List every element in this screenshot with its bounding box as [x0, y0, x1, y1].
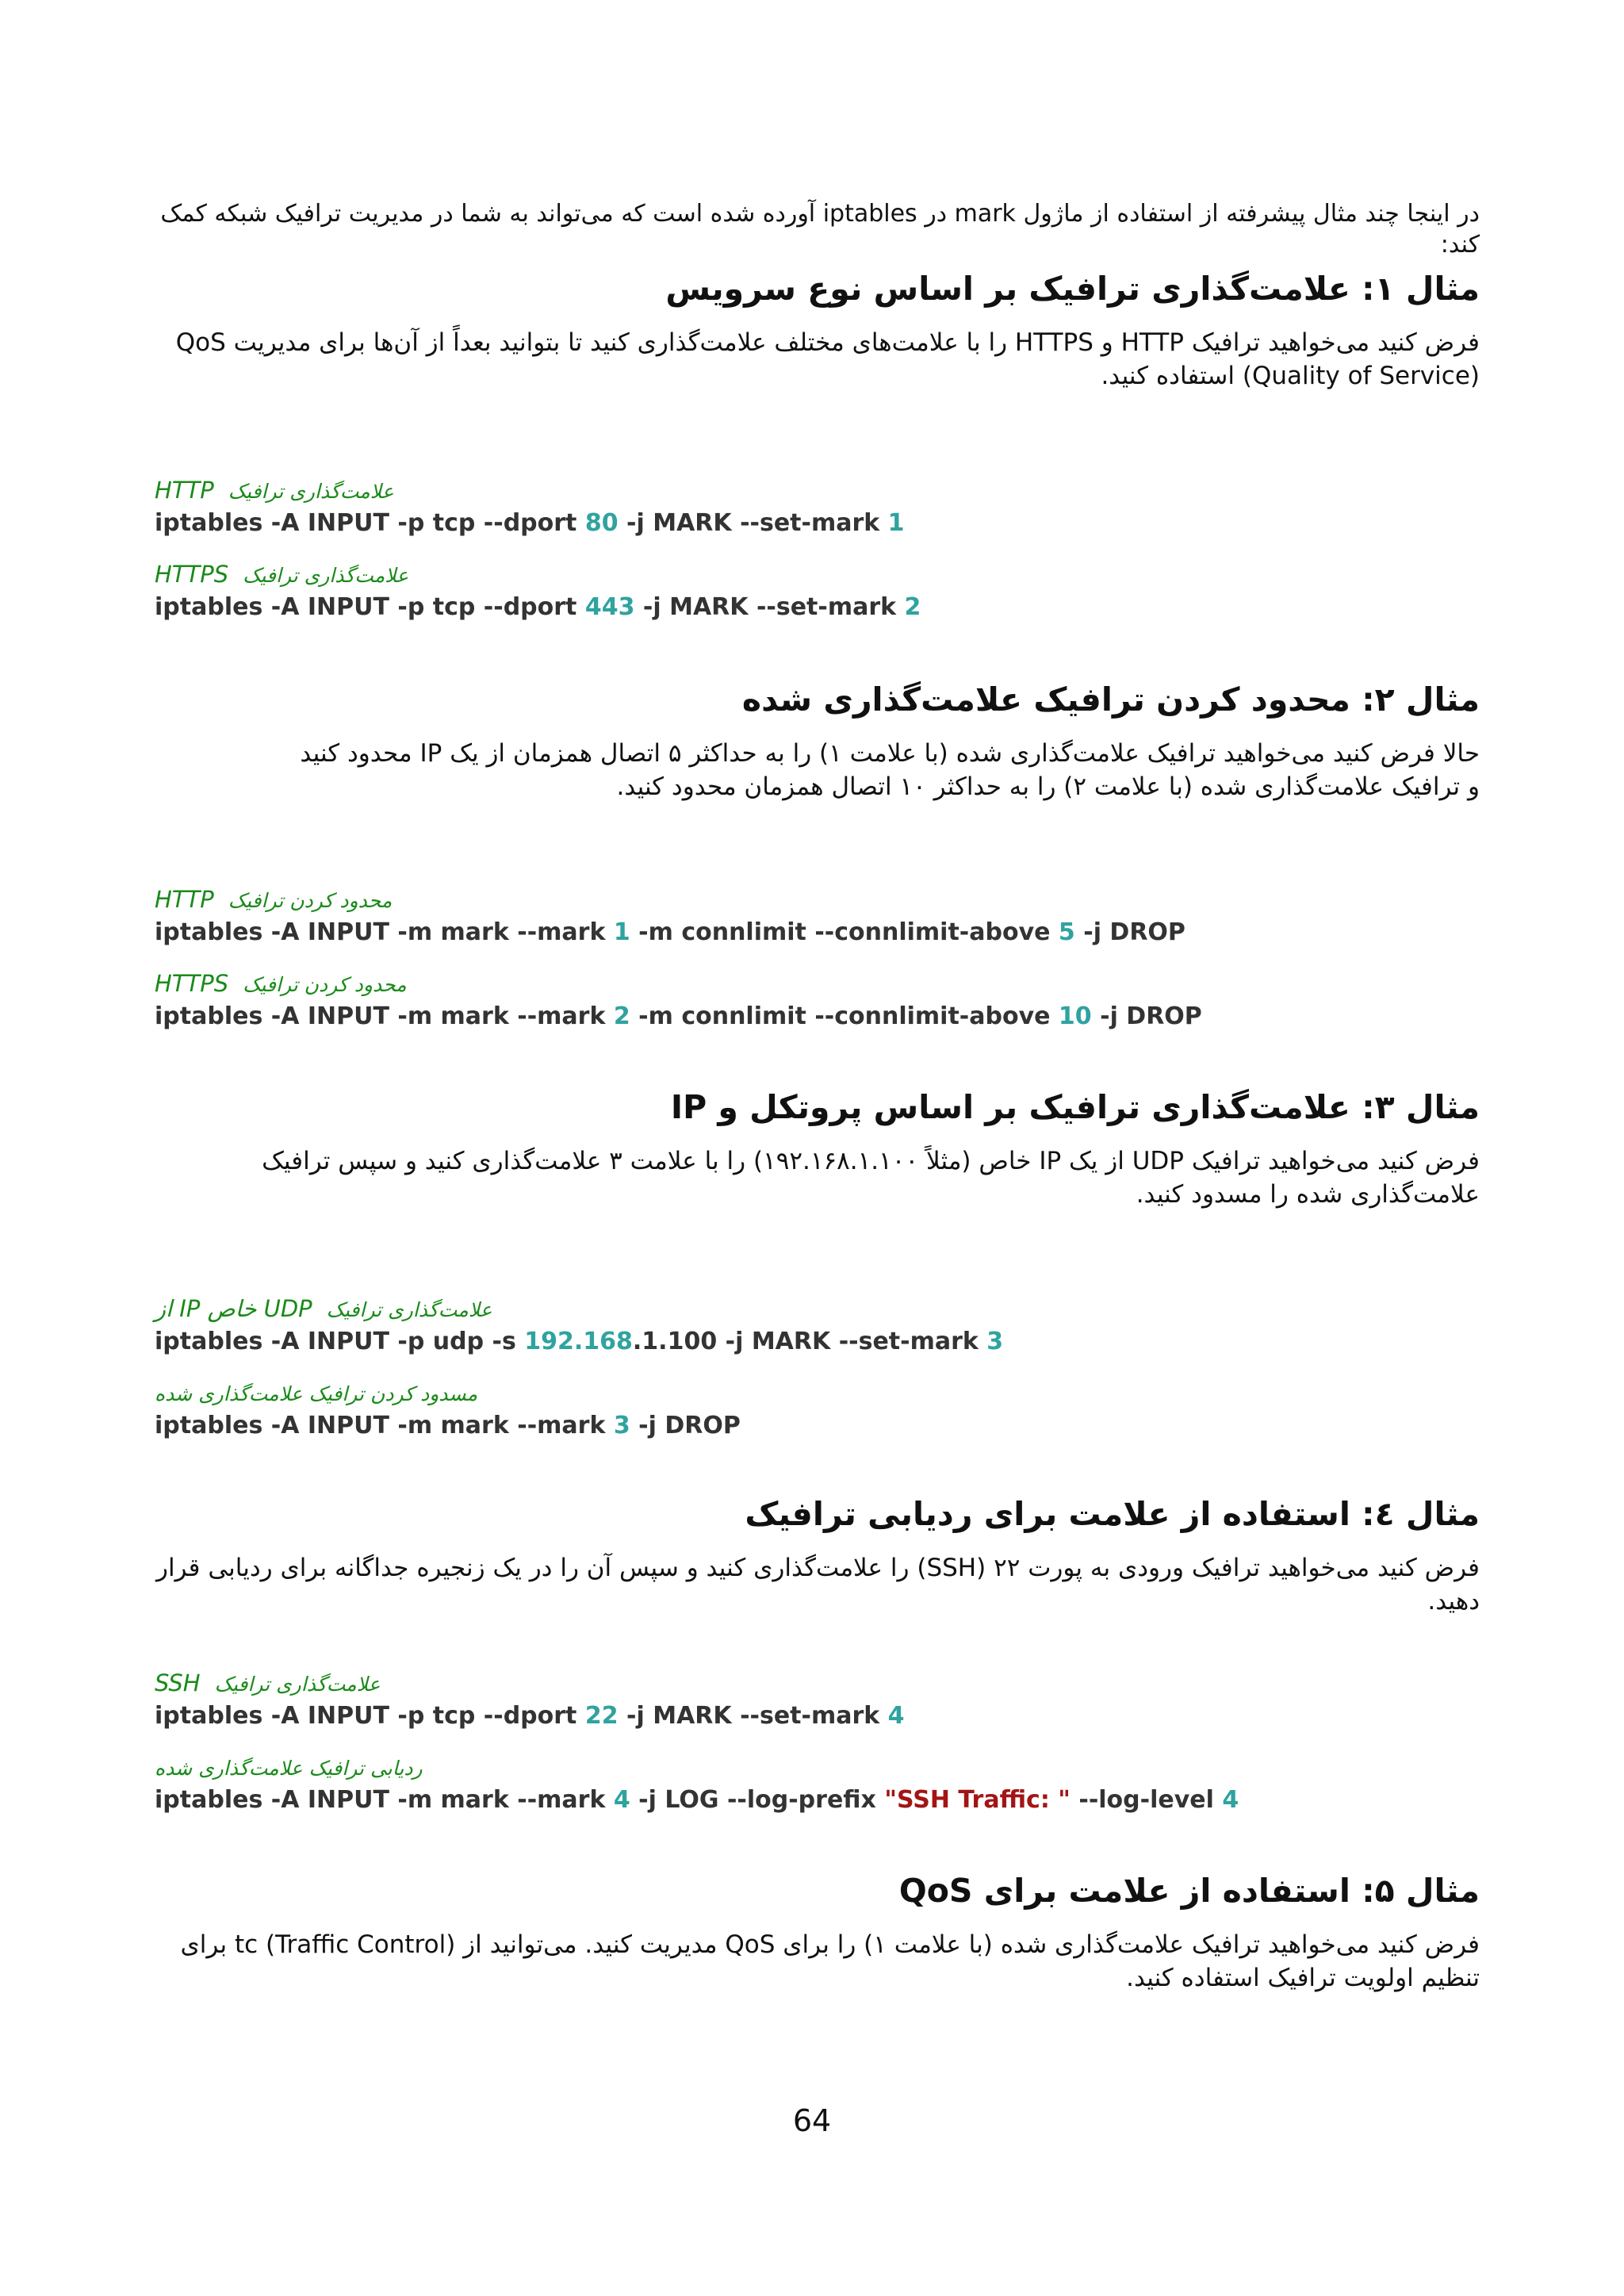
example-2-code	[155, 884, 1487, 1052]
comment-keyword: HTTPS	[155, 970, 229, 997]
example-4-description: فرض کنید می‌خواهید ترافیک ورودی به پورت ۲۲ (SSH) را علامت‌گذاری کنید و سپس آن را در یک زنجیره جداگانه برای ردیابی قرار دهید.	[155, 1554, 1480, 1616]
example-1-code	[155, 474, 1487, 642]
comment-keyword: UDP	[263, 1295, 312, 1322]
cmd-number: 3	[986, 1328, 1004, 1355]
cmd-ip-part: 192.168	[524, 1328, 633, 1355]
code-line	[155, 1409, 1487, 1443]
cmd-text: iptables -A INPUT -p udp -s	[155, 1328, 525, 1355]
comment-text: علامت‌گذاری ترافیک	[228, 480, 394, 503]
code-comment	[155, 884, 1487, 915]
cmd-text: --log-level	[1070, 1786, 1223, 1814]
cmd-text: iptables -A INPUT -p tcp --dport	[155, 1702, 585, 1730]
cmd-text: -m connlimit --connlimit-above	[630, 918, 1059, 946]
example-2-heading: مثال ۲: محدود کردن ترافیک علامت‌گذاری شده	[741, 680, 1480, 719]
cmd-text: iptables -A INPUT -m mark --mark	[155, 918, 614, 946]
cmd-text: -j MARK --set-mark	[634, 593, 905, 621]
comment-tail: از IP خاص	[155, 1295, 257, 1322]
example-4-heading: مثال ٤: استفاده از علامت برای ردیابی ترافیک	[745, 1495, 1480, 1533]
cmd-text: -j LOG --log-prefix	[630, 1786, 885, 1814]
page-number: 64	[792, 2103, 832, 2138]
cmd-number: 4	[613, 1786, 630, 1814]
comment-text: محدود کردن ترافیک	[243, 973, 407, 996]
intro-paragraph: در اینجا چند مثال پیشرفته از استفاده از ماژول mark در iptables آورده شده است که می‌تواند به شما در مدیریت ترافیک شبکه کمک کند:	[160, 200, 1480, 259]
cmd-number: 1	[613, 918, 630, 946]
cmd-number: 3	[613, 1412, 630, 1439]
code-comment	[155, 1751, 1487, 1783]
cmd-number: 1	[887, 509, 905, 537]
code-line	[155, 1699, 1487, 1734]
comment-text: ردیابی ترافیک علامت‌گذاری شده	[155, 1757, 423, 1780]
code-line	[155, 915, 1487, 950]
code-comment	[155, 558, 1487, 590]
example-3-code	[155, 1293, 1487, 1461]
cmd-text: -j DROP	[1074, 918, 1185, 946]
comment-keyword: HTTP	[155, 886, 214, 913]
example-3-heading: مثال ۳: علامت‌گذاری ترافیک بر اساس پروتکل و IP	[670, 1088, 1480, 1126]
comment-text: علامت‌گذاری ترافیک	[326, 1298, 492, 1321]
cmd-number: 10	[1058, 1002, 1092, 1030]
cmd-number: 80	[584, 509, 619, 537]
code-line	[155, 506, 1487, 541]
cmd-ip-part: .1.100	[632, 1328, 718, 1355]
code-line	[155, 1324, 1487, 1359]
example-1-description: فرض کنید می‌خواهید ترافیک HTTP و HTTPS را با علامت‌های مختلف علامت‌گذاری کنید تا بتوانید بعداً از آن‌ها برای مدیریت QoS (Quality of Service) استفاده کنید.	[175, 328, 1480, 390]
comment-keyword: SSH	[155, 1669, 201, 1696]
code-comment	[155, 968, 1487, 999]
cmd-number: 2	[613, 1002, 630, 1030]
cmd-text: iptables -A INPUT -m mark --mark	[155, 1002, 614, 1030]
cmd-text: iptables -A INPUT -m mark --mark	[155, 1412, 614, 1439]
comment-keyword: HTTP	[155, 477, 214, 504]
cmd-number: 443	[584, 593, 635, 621]
cmd-text: -j MARK --set-mark	[618, 1702, 888, 1730]
example-5-description: فرض کنید می‌خواهید ترافیک علامت‌گذاری شده (با علامت ۱) را برای QoS مدیریت کنید. می‌توانید از tc (Traffic Control) برای تنظیم اولویت ترافیک استفاده کنید.	[180, 1930, 1480, 1992]
code-line	[155, 1783, 1487, 1818]
cmd-number: 4	[1222, 1786, 1239, 1814]
cmd-number: 4	[887, 1702, 905, 1730]
comment-keyword: HTTPS	[155, 561, 229, 588]
cmd-number: 5	[1058, 918, 1075, 946]
comment-text: مسدود کردن ترافیک علامت‌گذاری شده	[155, 1382, 478, 1405]
cmd-text: -j DROP	[1091, 1002, 1202, 1030]
cmd-text: -m connlimit --connlimit-above	[630, 1002, 1059, 1030]
cmd-text: iptables -A INPUT -m mark --mark	[155, 1786, 614, 1814]
example-4-code	[155, 1667, 1487, 1835]
code-line	[155, 999, 1487, 1034]
code-line	[155, 590, 1487, 625]
example-2-description: حالا فرض کنید می‌خواهید ترافیک علامت‌گذاری شده (با علامت ۱) را به حداکثر ۵ اتصال همزمان از یک IP محدود کنید و ترافیک علامت‌گذاری شده (با علامت ۲) را به حداکثر ۱۰ اتصال همزمان محدود کنید.	[300, 739, 1480, 801]
code-comment	[155, 1667, 1487, 1699]
comment-text: علامت‌گذاری ترافیک	[214, 1673, 381, 1696]
code-comment	[155, 1293, 1487, 1324]
code-comment	[155, 1377, 1487, 1409]
code-comment	[155, 474, 1487, 506]
cmd-text: -j DROP	[630, 1412, 741, 1439]
example-3-description: فرض کنید می‌خواهید ترافیک UDP از یک IP خاص (مثلاً ۱۹۲.۱۶۸.۱.۱۰۰) را با علامت ۳ علامت‌گذاری کنید و سپس ترافیک علامت‌گذاری شده را مسدود کنید.	[262, 1147, 1480, 1209]
example-1-heading: مثال ۱: علامت‌گذاری ترافیک بر اساس نوع سرویس	[665, 270, 1480, 308]
comment-text: محدود کردن ترافیک	[228, 889, 393, 912]
cmd-string: "SSH Traffic: "	[884, 1786, 1071, 1814]
cmd-number: 2	[904, 593, 921, 621]
comment-text: علامت‌گذاری ترافیک	[243, 564, 409, 587]
cmd-text: -j MARK --set-mark	[717, 1328, 987, 1355]
cmd-text: iptables -A INPUT -p tcp --dport	[155, 593, 585, 621]
example-5-heading: مثال ۵: استفاده از علامت برای QoS	[898, 1872, 1480, 1910]
cmd-number: 22	[584, 1702, 619, 1730]
cmd-text: iptables -A INPUT -p tcp --dport	[155, 509, 585, 537]
cmd-text: -j MARK --set-mark	[618, 509, 888, 537]
